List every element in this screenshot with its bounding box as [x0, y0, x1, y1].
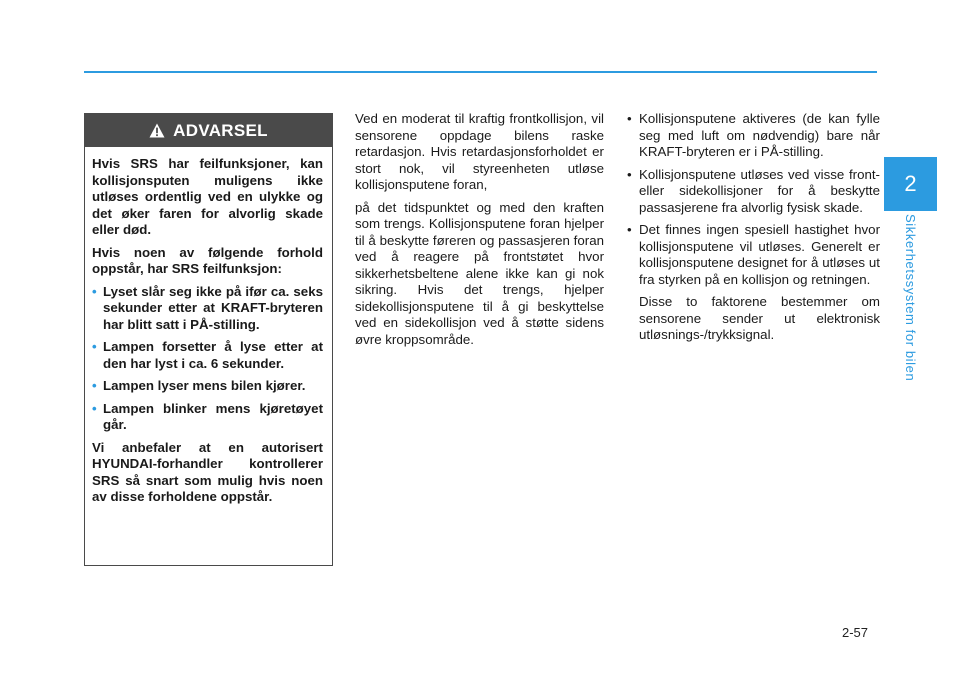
warning-item-text: Lyset slår seg ikke på ifør ca. seks sekunder etter at KRAFT-bryteren har blitt satt i PÅ-stilling. [103, 283, 323, 332]
warning-box [84, 113, 333, 566]
list-item-text: Kollisjonsputene aktiveres (de kan fylle seg med luft om nødvendig) bare når KRAFT-bryteren er i PÅ-stilling. [639, 111, 880, 159]
warning-header [85, 114, 332, 147]
warning-list-item [92, 284, 323, 334]
warning-list-item [92, 339, 323, 372]
middle-column [355, 111, 604, 354]
body-paragraph: Ved en moderat til kraftig frontkollisjon, vil sensorene oppdage bilens raske retardasjon. Hvis retardasjonsforholdet er stort nok, vil styreenheten utløse kollisjonsputene foran, [355, 111, 604, 192]
warning-list [92, 284, 323, 434]
warning-item-text: Lampen blinker mens kjøretøyet går. [103, 400, 323, 432]
warning-list-item [92, 401, 323, 434]
list-item [627, 111, 880, 161]
warning-lead: Hvis noen av følgende forhold oppstår, har SRS feilfunksjon: [92, 244, 323, 276]
warning-triangle-icon [149, 123, 165, 138]
warning-closing: Vi anbefaler at en autorisert HYUNDAI-forhandler kontrollerer SRS så snart som mulig hvis noen av disse forholdene oppstår. [92, 439, 323, 504]
header-rule [84, 71, 877, 73]
body-paragraph: Disse to faktorene bestemmer om sensorene sender ut elektronisk utløsnings-/trykksignal. [639, 294, 880, 342]
right-column [627, 111, 880, 350]
bullet-icon: • [627, 222, 632, 237]
list-item [627, 222, 880, 288]
bullet-icon: • [92, 339, 97, 354]
bullet-icon: • [92, 378, 97, 393]
warning-item-text: Lampen forsetter å lyse etter at den har lyst i ca. 6 sekunder. [103, 339, 323, 371]
list-item-text: Det finnes ingen spesiell hastighet hvor kollisjonsputene vil utløses. Generelt er kollisjonsputene designet for å utløses ut fra styrken på en kollisjon og retningen. [639, 222, 880, 287]
chapter-title: Sikkerhetssystem for bilen [903, 214, 918, 382]
warning-item-text: Lampen lyser mens bilen kjører. [103, 378, 306, 393]
warning-body [85, 147, 332, 506]
chapter-number-tab [884, 157, 937, 211]
warning-list-item [92, 378, 323, 395]
bullet-icon: • [92, 283, 97, 299]
bullet-icon: • [627, 111, 632, 126]
bullet-icon: • [92, 400, 97, 416]
chapter-side-title [896, 214, 924, 414]
body-paragraph: på det tidspunktet og med den kraften som trengs. Kollisjonsputene foran hjelper til å beskytte føreren og passasjeren foran ved å reagere på frontstøtet hvor sikkerhetsbeltene alene ikke kan gi nok sikring. Hvis det trengs, hjelper sidekollisjonsputene til å gi beskyttelse ved en sidekollisjon ved å støtte sidens øvre kroppsområde. [355, 199, 604, 347]
page-number: 2-57 [842, 625, 869, 640]
list-item-text: Kollisjonsputene utløses ved visse front- eller sidekollisjoner for å beskytte passasjerene fra alvorlig fysisk skade. [639, 166, 880, 215]
bullet-icon: • [627, 166, 632, 182]
warning-title: ADVARSEL [173, 120, 268, 140]
chapter-number: 2 [904, 171, 917, 196]
warning-intro: Hvis SRS har feilfunksjoner, kan kollisjonsputen muligens ikke utløses ordentlig ved en ulykke og det øker faren for alvorlig skade eller død. [92, 156, 323, 237]
airbag-facts-list [627, 111, 880, 288]
list-item [627, 167, 880, 217]
